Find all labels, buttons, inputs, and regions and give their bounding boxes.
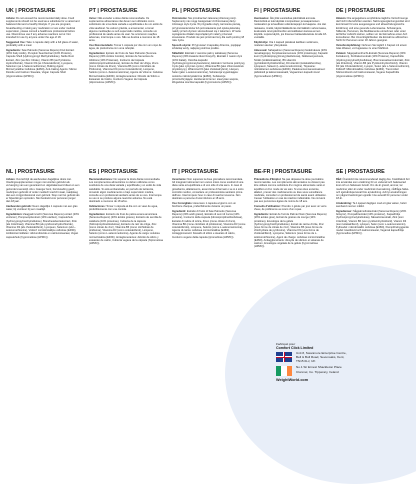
paragraph-text: Prendre 1 gélule par jour avec un verre d'eau, de préférence au cours d'un repas. xyxy=(254,205,327,212)
label-paragraph xyxy=(254,178,328,204)
language-column xyxy=(89,169,163,247)
label-paragraph xyxy=(172,178,246,200)
paragraph-text: Älä ylitä suositeltua päivittäistä annosta. Ravintolisiä ei tule käyttää monipuolisen ja tasapainoisen ruokavalion ja terveellisten elämäntapojen korvaajana. Jos olet raskaana, imetät, käytät lääkkeitä tai olet lääkärin valvonnassa, keskustele terveydenhuollon ammattilaisen kanssa ennen käyttöä. Lopeta käyttö, jos ilmenee haittavaikutuksia. Ei alle 18-vuotiaille. xyxy=(254,17,327,40)
label-paragraph xyxy=(89,213,163,245)
paragraph-label: Ingrediënten: xyxy=(6,213,23,217)
label-paragraph xyxy=(172,210,246,239)
label-paragraph xyxy=(89,17,163,43)
website-link[interactable]: WeightWorld.com xyxy=(276,378,309,383)
paragraph-label: Ostrzeżenie: xyxy=(172,17,188,20)
column-heading: DE | PROSTASURE xyxy=(336,8,386,14)
language-column xyxy=(6,8,80,79)
paragraph-text: Extrait de fruit de Palmier Nain (Serenoa Repens) (20% acides gras), Extrait de graines de courge (10% protéines), Enveloppe de la gélule (hydroxypropylméthylcellulose), Extrait de racine d'ortie, Zinc (sous forme de citrate de zinc), Vitamine B6 (sous forme de chlorhydrate de pyridoxine), Vitamine D3 (sous forme de cholécalciférol), Lycopène, Sélénium (sous forme de L-sélénométhionine), Agent de charge: cellulose microcristalline (E460i), Antiagglomérants: dioxyde de silicium et stéarate de calcium, Enveloppe végétale de la gélule (hypromellose (HPMC)). xyxy=(254,213,327,249)
paragraph-text: Die angegebene empfohlene tägliche Verzehrmenge darf nicht überschritten werden. Nahrungsergänzungsmittel sind kein Ersatz für eine ausgewogene und abwechslungsreiche Ernährung und eine gesunde Lebensweise. Schwangere, Stillende, Personen, die Medikamente einnehmen oder unter ärztlicher Aufsicht stehen, sollten vor der Einnahme einen Arzt konsultieren. Bei Unverträglichkeiten die Einnahme abbrechen. Nicht für Personen unter 18 Jahren geeignet. xyxy=(336,17,410,43)
label-paragraph xyxy=(254,205,328,211)
paragraph-text: Non superare la dose giornaliera raccomandata. Gli integratori alimentari non vanno intesi come sostituti di una dieta varia ed equilibrata e di uno stile di vita sano. In caso di gravidanza, allattamento, assunzione di farmaci o se si è sotto controllo medico, consultare un professionista sanitario prima dell'uso. Interrompere l'uso in caso di reazioni avverse. Non destinato a persone di età inferiore ai 18 anni. xyxy=(172,178,244,201)
paragraph-text: Ta 1 kapsel dagligen med ett glas vatten, helst i samband med en måltid. xyxy=(336,202,408,209)
language-column xyxy=(172,169,246,240)
paragraph-label: Uso Consigliato: xyxy=(172,202,193,206)
ie-address-line: Clonmel, Co. Tipperary, Ireland xyxy=(296,369,339,374)
label-paragraph xyxy=(172,202,246,208)
uk-address-line: Bell & Bull Road, Sevenoaks, Kent, xyxy=(296,355,345,360)
paragraph-label: Ingredienti: xyxy=(172,210,187,214)
column-heading: FI | PROSTASURE xyxy=(254,8,301,14)
paragraph-label: Ingredients: xyxy=(6,49,21,53)
paragraph-label: Sposób użycia: xyxy=(172,44,192,48)
label-paragraph xyxy=(6,178,80,204)
label-paragraph xyxy=(172,17,246,43)
label-paragraph xyxy=(336,210,410,236)
uk-flag-icon xyxy=(276,352,292,362)
paragraph-label: Ingredientes: xyxy=(89,52,106,56)
paragraph-text: Saw Palmetto (Serenoa Repens) Fruit Extract (20% Fatty Acids), Pumpkin Seed Extract (10% Proteins), Capsule Shell (Hydroxypropyl Methylcellulose), Nettle Root Extract, Zinc (as Zinc Citrate), Vitamin B6 (as Pyridoxine Hydrochloride), Vitamin D3 (as Cholecalciferol), Lycopene, Selenium (as L-Selenomethionine), Bulking Agent: Microcrystalline Cellulose (E460i), Anti-Caking Agents: Silicon Dioxide and Calcium Stearate, Vegan Capsule Shell (Hypromellose (HPMC)). xyxy=(6,49,77,78)
paragraph-text: Sägepalmenfrucht-Extrakt (Serenoa Repens) (20% Fettsäuren), Kürbiskernextrakt (10% Proteine), Kapselhülle (Hydroxypropylmethylcellulose), Brennnesselwurzelextrakt, Zink (als Zinkcitrat), Vitamin B6 (als Pyridoxinhydrochlorid), Vitamin D3 (als Cholecalciferol), Lycopin, Selen (als L-Selenomethionin), Füllstoff: Mikrokristalline Cellulose (E460i), Trennmittel: Siliciumdioxid und Calciumstearat, Vegane Kapselhülle (Hypromellose (HPMC)). xyxy=(336,52,411,78)
paragraph-label: Hinweis: xyxy=(336,17,347,20)
paragraph-text: Assumere 1 capsula al giorno con un bicchiere d'acqua, preferibilmente durante un pasto. xyxy=(172,202,236,209)
paragraph-label: Précautions d'Emploi: xyxy=(254,178,282,181)
manufactured-for-label: Fabriqué pour xyxy=(276,342,296,346)
paragraph-label: Advice: xyxy=(6,17,16,20)
language-column xyxy=(89,8,163,86)
paragraph-label: Användning: xyxy=(336,202,352,206)
paragraph-label: Uso Recomendado: xyxy=(89,44,114,48)
paragraph-label: Råd: xyxy=(336,178,342,181)
paragraph-text: Sågpalmsfruktextrakt (Serenoa Repens) (20% fettsyror), Pumpafröextrakt (10% proteiner), Kapselhölje (hydroxipropylmetylcellulosa), Nässelrotsextrakt, Zink (som zinkcitrat), Vitamin B6 (som pyridoxinhydroklorid), Vitamin D3 (som kolekalciferol), Lykopen, Selen (som L-selenometionin), Fyllmedel: mikrokristallin cellulosa (E460i), Klumpförebyggande medel: kiseldioxid och kalciumstearat, Vegansk kapselhölje (hypromellos (HPMC)). xyxy=(336,210,409,236)
paragraph-text: No superar la dosis diaria recomendada. Los complementos alimenticios no deben utilizarse como sustitutos de una dieta variada y equilibrada y un estilo de vida saludable. Si está embarazada, en período de lactancia, tomando algún medicamento o bajo supervisión médica, consulte a un profesional sanitario antes de su uso. Interrumpa su uso si se produce alguna reacción adversa. No está destinado a menores de 18 años. xyxy=(89,178,162,204)
uk-address-block xyxy=(276,351,404,363)
label-paragraph xyxy=(6,17,80,39)
paragraph-label: Conseils d'utilisation: xyxy=(254,205,281,209)
uk-address-line: Unit 8, Swanmore Enterprise Centre, xyxy=(296,351,347,356)
language-column xyxy=(336,169,410,237)
paragraph-text: Przyjmować 1 kapsułkę dziennie, popijając szklanką wody, najlepiej podczas posiłku. xyxy=(172,44,241,51)
ie-address-block xyxy=(276,365,404,376)
paragraph-text: Nehmen Sie täglich 1 Kapsel mit einem Glas Wasser, vorzugsweise zu einer Mahlzeit. xyxy=(336,44,407,51)
paragraph-text: Extrato de Fruto de Saw Palmetto (Serenoa Repens) (20% Ácidos Gordos), Extrato de Sementes de Abóbora (10% Proteínas), Invólucro da Cápsula (Hidroxipropilmetilcelulose), Extrato de Raiz de Urtiga, Zinco (como Citrato de Zinco), Vitamina B6 (como Cloridrato de Piridoxina), Vitamina D3 (como Colecalciferol), Licopeno, Selénio (como L-Selenometionina), Agente de Volume: Celulose Microcristalina (E460i), Antiaglomerantes: Dióxido de Silício e Estearato de Cálcio, Invólucro Vegano da Cápsula (Hipromelose (HPMC)). xyxy=(89,52,163,85)
label-paragraph xyxy=(6,213,80,239)
paragraph-label: Käyttöohje: xyxy=(254,41,269,45)
uk-address xyxy=(296,351,347,363)
label-paragraph xyxy=(6,49,80,78)
label-paragraph xyxy=(172,52,246,84)
paragraph-text: Zaagpalmvrucht (Serenoa Repens) extract (20% vetzuren), Pompoenpitextract (10% eiwitten), Capsulehuls (hydroxypropylmethylcellulose), Brandnetelwortelextract, Zink (als zinkcitraat), Vitamine B6 (als pyridoxinehydrochloride), Vitamine D3 (als cholecalciferol), Lycopeen, Selenium (als L-selenomethionine), Vulstof: microkristallijne cellulose (E460i), Antiklontermiddelen: siliciumdioxide en calciumstearaat, Vegan capsulehuls (hypromellose (HPMC)). xyxy=(6,213,79,239)
paragraph-label: Avvertenze: xyxy=(172,178,187,181)
paragraph-label: Ingredienser: xyxy=(336,210,353,214)
paragraph-label: Ingrédients: xyxy=(254,213,269,217)
paragraph-label: Aviso: xyxy=(89,17,97,20)
label-paragraph xyxy=(172,44,246,50)
label-paragraph xyxy=(89,178,163,204)
label-paragraph xyxy=(336,52,410,78)
label-paragraph xyxy=(6,41,80,47)
paragraph-text: Overschrijd de aanbevolen dagelijkse dosis niet. Voedingssupplementen mogen niet worden gebruikt als vervanging van een gevarieerd en uitgebalanceerd dieet en een gezonde levensstijl. Als u zwanger bent, borstvoeding geeft, medicijnen gebruikt of onder medisch toezicht staat, raadpleeg dan een zorgprofessional voor gebruik. Stop met het gebruik als er bijwerkingen optreden. Niet bedoeld voor personen jonger dan 18 jaar. xyxy=(6,178,80,204)
paragraph-text: Nie przekraczać zalecanej dziennej porcji. Suplementy nie mogą zastępować zróżnicowanej diety i zdrowego stylu życia. W przypadku ciąży, karmienia piersią, przyjmowania leków lub pozostawania pod opieką lekarską należy przed użyciem skonsultować się z lekarzem. W razie wystąpienia działań niepożądanych należy przerwać stosowanie. Produkt nie jest przeznaczony dla osób poniżej 18 roku życia. xyxy=(172,17,245,43)
paragraph-label: Huomautus: xyxy=(254,17,270,20)
paragraph-text: Do not exceed the recommended daily dose. Food supplements should not be used as a substitute for a varied and balanced diet and a healthy lifestyle. If you are pregnant, breastfeeding or taking any medication or are under medical supervision, please consult a healthcare professional before use. Discontinue use if any adverse reactions occur. Not intended for use by anyone under the age of 18. xyxy=(6,17,80,40)
label-paragraph xyxy=(254,213,328,248)
ie-address-line: No.1 Sir Ernest Shackleton Place xyxy=(296,365,342,370)
company-name: Comfort Click Limited xyxy=(276,346,314,351)
paragraph-label: Ingredientes: xyxy=(89,213,106,217)
uk-address-line: TN15 0LJ, UK xyxy=(296,359,316,364)
column-heading: UK | PROSTASURE xyxy=(6,8,56,14)
column-heading: PT | PROSTASURE xyxy=(89,8,138,14)
column-heading: NL | PROSTASURE xyxy=(6,169,55,175)
paragraph-text: Sahapalmun (Serenoa Repens) hedelmäuute (20% rasvahappoja), Kurpitsansiemenuute (10% proteiineja), Kapselin kuori (hydroksipropyylimetyyliselluloosa), Nokkosenjuuriuute, Sinkki (sinkkisitraattina), B6-vitamiini (pyridoksiinihydrokloridina), D3-vitamiini (kolekalsiferolina), Lykopeeni, Seleeni (L-selenometioniinina), Täyteaine: mikrokiteinen selluloosa (E460i), Paakkuuntumisenestoaineet: piidioksidi ja kalsiumstearaatti, Vegaaninen kapselin kuori (hypromelloosi (HPMC)). xyxy=(254,49,328,78)
paragraph-text: Take 1 capsule daily with a full glass of water, preferably with a meal. xyxy=(6,41,79,48)
paragraph-text: Estratto di frutto di Saw Palmetto (Serenoa Repens) (20% acidi grassi), Estratto di semi di zucca (10% proteine), Involucro della capsula (idrossipropilmetilcellulosa), Estratto di radice di ortica, Zinco (come citrato di zinco), Vitamina B6 (come cloridrato di piridossina), Vitamina D3 (come colecalciferolo), Licopene, Selenio (come L-selenometionina), Agente di carica: cellulosa microcristallina (E460i), Antiagglomeranti: biossido di silicio e stearato di calcio, Involucro vegano della capsula (ipromellosa (HPMC)). xyxy=(172,210,246,239)
language-column xyxy=(254,169,328,250)
label-paragraph xyxy=(89,52,163,84)
paragraph-text: Ne pas dépasser la dose journalière recommandée. Les compléments alimentaires ne doivent pas être utilisés comme substituts d'un régime alimentaire varié et équilibré et d'un mode de vie sain. Si vous êtes enceinte, allaitez, prenez des médicaments ou êtes sous surveillance médicale, consultez un professionnel de santé avant utilisation. Cesser l'utilisation en cas de réaction indésirable. Ne convient pas aux personnes âgées de moins de 18 ans. xyxy=(254,178,327,204)
paragraph-label: Zutaten: xyxy=(336,52,347,56)
paragraph-label: Suggested Use: xyxy=(6,41,26,45)
paragraph-text: Ota 1 kapseli päivässä lasillisen vettä kera, mieluiten aterian yhteydessä. xyxy=(254,41,319,48)
paragraph-text: Ekstrakt z owoców palmy sabałowej (Serenoa Repens) (20% kwasów tłuszczowych), Ekstrakt z nasion dyni (10% białek), Otoczka kapsułki (hydroksypropylometyloceluloza), Ekstrakt z korzenia pokrzywy, Cynk (jako cytrynian cynku), Witamina B6 (jako chlorowodorek pirydoksyny), Witamina D3 (jako cholekalcyferol), Likopen, Selen (jako L-selenometionina), Substancja wypełniająca: celuloza mikrokrystaliczna (E460i), Substancje przeciwzbrylające: dwutlenek krzemu i stearynian wapnia, Wegańska otoczka kapsułki (hypromeloza (HPMC)). xyxy=(172,52,246,85)
column-heading: ES | PROSTASURE xyxy=(89,169,138,175)
ie-address xyxy=(296,365,342,373)
column-heading: PL | PROSTASURE xyxy=(172,8,221,14)
paragraph-label: Składniki: xyxy=(172,52,185,56)
ireland-flag-icon xyxy=(276,366,292,376)
paragraph-text: Tomar 1 cápsula por dia com um copo de água, de preferência com uma refeição. xyxy=(89,44,162,51)
language-column xyxy=(6,169,80,240)
paragraph-text: Neem dagelijks 1 capsule met een glas water, bij voorkeur bij een maaltijd. xyxy=(6,205,78,212)
paragraph-label: Ainesosat: xyxy=(254,49,268,53)
label-paragraph xyxy=(336,44,410,50)
label-paragraph xyxy=(254,17,328,39)
paragraph-label: Indicaciones: xyxy=(89,205,106,209)
label-paragraph xyxy=(336,17,410,43)
column-heading: BE-FR | PROSTASURE xyxy=(254,169,313,175)
paragraph-text: Tomar 1 cápsula al día con un vaso de agua, preferiblemente con una comida. xyxy=(89,205,158,212)
column-heading: SE | PROSTASURE xyxy=(336,169,385,175)
label-paragraph xyxy=(89,205,163,211)
label-paragraph xyxy=(6,205,80,211)
paragraph-text: Överskrid inte rekommenderad daglig dos. Kosttillskott bör inte användas som ersättning för en varierad och balanserad kost och en hälsosam livsstil. Om du är gravid, ammar, tar mediciner eller är under medicinsk övervakning, rådfråga hälso- och sjukvårdspersonal före användning. Avbryt användningen om några biverkningar uppstår. Inte avsedd för personer under 18 år. xyxy=(336,178,410,201)
label-paragraph xyxy=(254,49,328,78)
manufacturer-info xyxy=(276,342,404,383)
language-column xyxy=(336,8,410,79)
column-heading: IT | PROSTASURE xyxy=(172,169,219,175)
label-paragraph xyxy=(89,44,163,50)
paragraph-text: Não exceder a dose diária recomendada. Os suplementos alimentares não devem ser utilizados como substitutos de uma dieta variada e equilibrada e de um estilo de vida saudável. Se estiver grávida, a amamentar, a tomar alguma medicação ou sob supervisão médica, consulte um profissional de saúde antes de usar. Se ocorrerem reações adversas, interrompa o uso. Não se destina a menores de 18 anos. xyxy=(89,17,163,43)
paragraph-label: Recomendaciones: xyxy=(89,178,113,181)
paragraph-label: Advies: xyxy=(6,178,16,181)
paragraph-text: Extracto de fruto de palma enana americana (Serenoa Repens) (20% ácidos grasos), Extracto de semilla de calabaza (10% proteínas), Cubierta de la cápsula (hidroxipropilmetilcelulosa), Extracto de raíz de ortiga, Zinc (como citrato de zinc), Vitamina B6 (como clorhidrato de piridoxina), Vitamina D3 (como colecalciferol), Licopeno, Selenio (como L-selenometionina), Agente de carga: celulosa microcristalina (E460i), Antiaglomerantes: dióxido de silicio y estearato de calcio, Cubierta vegana de la cápsula (hipromelosa (HPMC)). xyxy=(89,213,163,246)
language-column xyxy=(254,8,328,79)
paragraph-label: Aanbevolen gebruik: xyxy=(6,205,32,209)
label-paragraph xyxy=(336,202,410,208)
label-paragraph xyxy=(254,41,328,47)
label-paragraph xyxy=(336,178,410,200)
paragraph-label: Verzehrempfehlung: xyxy=(336,44,361,48)
language-column xyxy=(172,8,246,86)
